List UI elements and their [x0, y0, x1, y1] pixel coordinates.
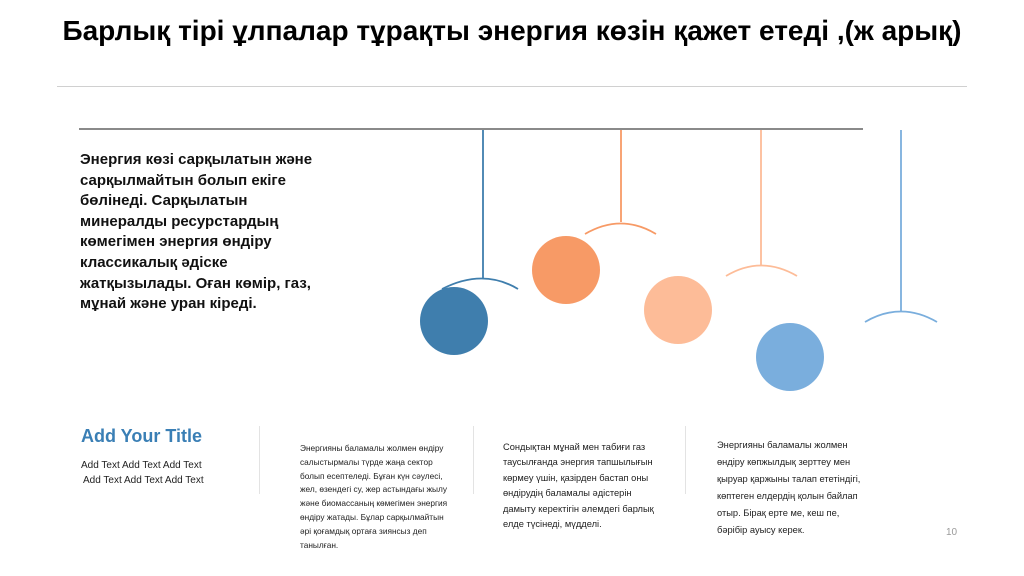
add-your-title: Add Your Title [81, 426, 203, 446]
hanging-circle-light-blue-icon [756, 323, 824, 391]
text-column-3: Энергияны баламалы жолмен өндіру көпжылдық зерттеу мен қыруар қаржыны талап ететіндігі, көптеген елдердің қолын байлап отыр. Бірақ ерте ме, кеш пе, бәрібір ауысу керек. [717, 440, 861, 535]
arc-orange [585, 224, 656, 235]
text-column-2: Сондықтан мұнай мен табиғи газ таусылғанда энергия тапшылығын көрмеу үшін, қазірден бастап оны өндірудің баламалы әдістерін дамыту керектігін әлемдегі барлық елде түсінеді, мүдделі. [503, 442, 654, 530]
main-text: Энергия көзі сарқылатын және сарқылмайтын болып екіге бөлінеді. Сарқылатын минералды ресурстардың көмегімен энергия өндіру классикалық әдіске жатқызылады. Оған көмір, газ, мұнай және уран кіреді. [80, 151, 313, 313]
arc-peach [726, 266, 797, 277]
add-text-line: Add Text Add Text Add Text [81, 460, 202, 471]
column-divider [259, 426, 260, 494]
add-text-block [81, 458, 231, 488]
hanging-circle-peach-icon [644, 276, 712, 344]
column-divider [685, 426, 686, 494]
hanging-circle-orange-icon [532, 236, 600, 304]
text-column-1: Энергияны баламалы жолмен өндіру салыстырмалы түрде жаңа сектор болып есептеледі. Бұған күн сәулесі, жел, өзендегі су, жер астындағы жылу және биомассаның көмегімен энергия өндіру жатады. Бұлар сарқылмайтын әрі қоғамдық ортаға зиянсыз деп танылған. [300, 443, 448, 550]
hanging-circle-dark-blue-icon [420, 287, 488, 355]
arc-light-blue [865, 312, 937, 323]
slide-title: Барлық тірі ұлпалар тұрақты энергия көзін қажет етеді ,(ж арық) [62, 15, 962, 46]
page-number: 10 [946, 527, 958, 538]
column-divider [473, 426, 474, 494]
add-text-line: Add Text Add Text Add Text [83, 475, 204, 486]
